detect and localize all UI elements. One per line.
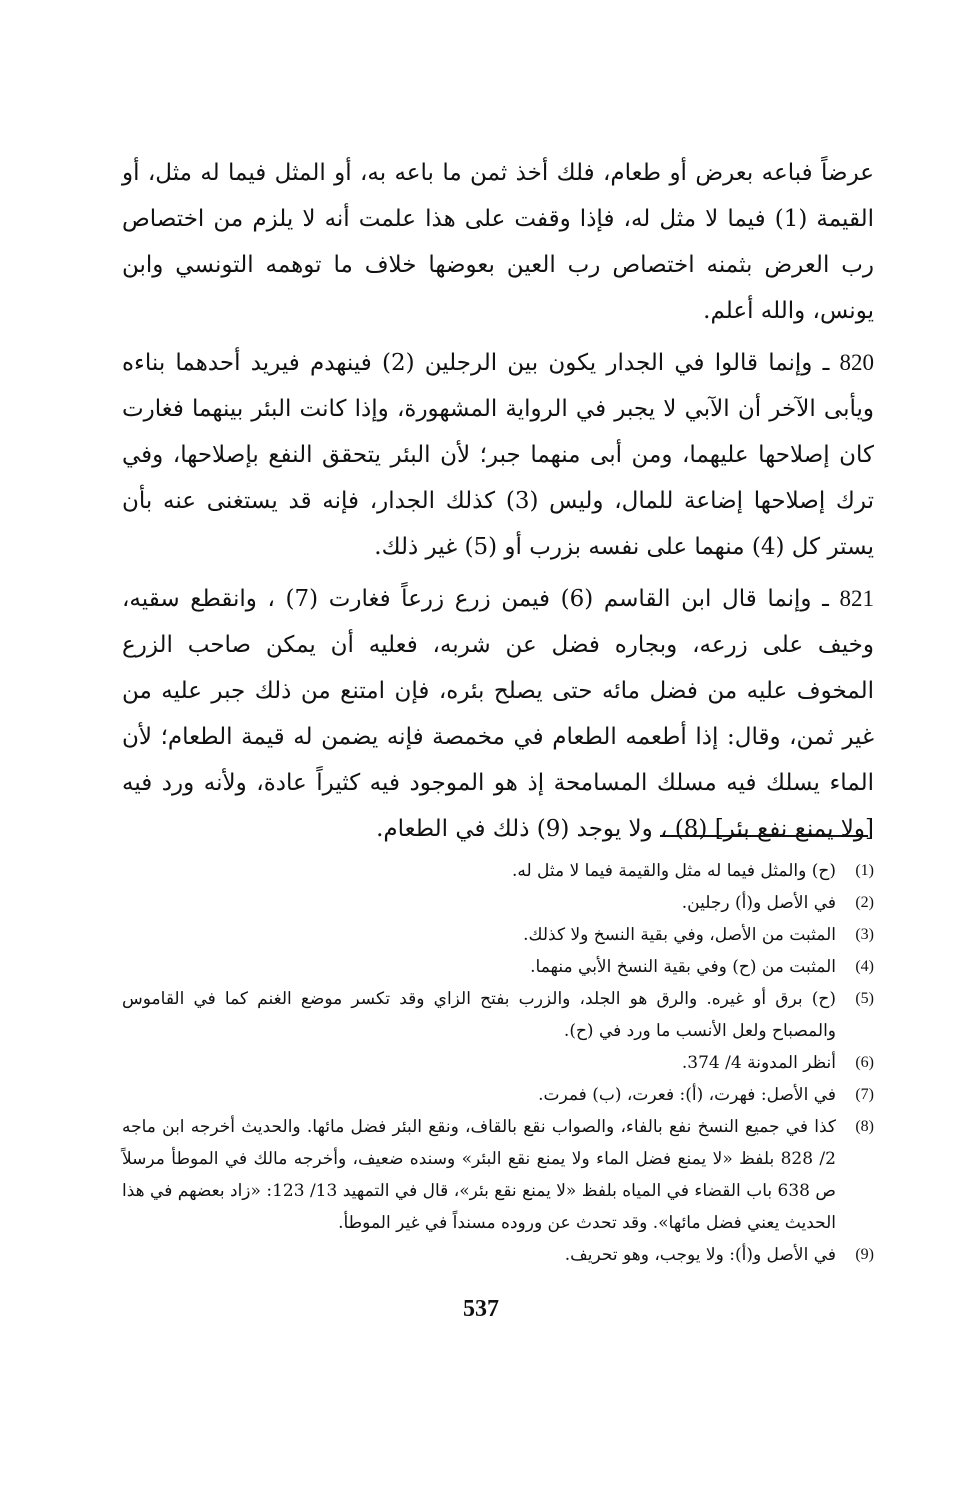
intro-text: عرضاً فباعه بعرض أو طعام، فلك أخذ ثمن ما باعه به، أو المثل فيما له مثل، أو القيمة (1) فيما لا مثل له، فإذا وقفت على هذا علمت أنه لا يلزم من اختصاص رب العرض بثمنه اختصاص رب العين بعوضها خلاف ما توهمه التونسي وابن يونس، والله أعلم. — [122, 160, 874, 324]
footnote-text: أنظر المدونة 4/ 374. — [681, 1053, 836, 1073]
footnote-9 — [122, 1239, 874, 1271]
paragraph-number: 820 — [839, 350, 875, 375]
footnote-7 — [122, 1079, 874, 1111]
footnote-number: (1) — [855, 862, 874, 879]
footnote-6 — [122, 1047, 874, 1079]
footnote-text: في الأصل و(أ): ولا يوجب، وهو تحريف. — [564, 1245, 836, 1265]
intro-paragraph — [122, 150, 874, 334]
footnote-text: كذا في جميع النسخ نفع بالفاء، والصواب نقع بالقاف، ونقع البئر فضل مائها. والحديث أخرجه ابن ماجه 2/ 828 بلفظ «لا يمنع فضل الماء ولا يمنع نقع البئر» وسنده ضعيف، وأخرجه مالك في الموطأ مرسلاً ص 638 باب القضاء في المياه بلفظ «لا يمنع نقع بئر»، قال في التمهيد 13/ 123: «زاد بعضهم في هذا الحديث يعني فضل مائها». وقد تحدث عن وروده مسنداً في غير الموطأ. — [122, 1117, 836, 1233]
footnote-4 — [122, 951, 874, 983]
paragraph-821 — [122, 576, 874, 852]
footnote-text: المثبت من الأصل، وفي بقية النسخ ولا كذلك. — [523, 925, 836, 945]
footnote-separator — [660, 835, 868, 837]
footnote-number: (8) — [855, 1118, 874, 1135]
footnote-text: المثبت من (ح) وفي بقية النسخ الأبي منهما. — [530, 957, 836, 977]
footnote-number: (6) — [855, 1054, 874, 1071]
footnote-number: (5) — [855, 990, 874, 1007]
page-number: 537 — [463, 1296, 499, 1322]
paragraph-820 — [122, 340, 874, 570]
paragraph-text: ـ وإنما قالوا في الجدار يكون بين الرجلين (2) فينهدم فيريد أحدهما بناءه ويأبى الآخر أن الآبي لا يجبر في الرواية المشهورة، وإذا كانت البئر بينهما فغارت كان إصلاحها عليهما، ومن أبى منهما جبر؛ لأن البئر يتحقق النفع بإصلاحها، وفي ترك إصلاحها إضاعة للمال، وليس (3) كذلك الجدار، فإنه قد يستغنى عنه بأن يستر كل (4) منهما على نفسه بزرب أو (5) غير ذلك. — [122, 350, 874, 560]
paragraph-number: 821 — [839, 586, 875, 611]
footnote-2 — [122, 887, 874, 919]
footnote-number: (9) — [855, 1246, 874, 1263]
footnote-number: (2) — [855, 894, 874, 911]
footnote-text: في الأصل: فهرت، (أ): فعرت، (ب) فمرت. — [538, 1085, 836, 1105]
footnote-1 — [122, 855, 874, 887]
footnote-text: في الأصل و(أ) رجلين. — [681, 893, 836, 913]
paragraph-text: ـ وإنما قال ابن القاسم (6) فيمن زرع زرعاً فغارت (7) ، وانقطع سقيه، وخيف على زرعه، وبجاره فضل عن شربه، فعليه أن يمكن صاحب الزرع المخوف عليه من فضل مائه حتى يصلح بئره، فإن امتنع من ذلك جبر عليه من غير ثمن، وقال: إذا أطعمه الطعام في مخمصة فإنه يضمن له قيمة الطعام؛ لأن الماء يسلك فيه مسلك المسامحة إذ هو الموجود فيه كثيراً عادة، ولأنه ورد فيه [ولا يمنع نفع بئر] (8) ، ولا يوجد (9) ذلك في الطعام. — [122, 586, 874, 842]
footnote-number: (7) — [855, 1086, 874, 1103]
footnotes — [122, 855, 874, 1271]
footnote-text: (ح) والمثل فيما له مثل والقيمة فيما لا مثل له. — [511, 861, 836, 881]
footnote-number: (4) — [855, 958, 874, 975]
main-text — [122, 150, 874, 858]
footnote-8 — [122, 1111, 874, 1239]
footnote-number: (3) — [855, 926, 874, 943]
footnote-3 — [122, 919, 874, 951]
footnote-text: (ح) برق أو غيره. والرق هو الجلد، والزرب بفتح الزاي وقد تكسر موضع الغنم كما في القاموس والمصباح ولعل الأنسب ما ورد في (ح). — [122, 989, 836, 1041]
footnote-5 — [122, 983, 874, 1047]
